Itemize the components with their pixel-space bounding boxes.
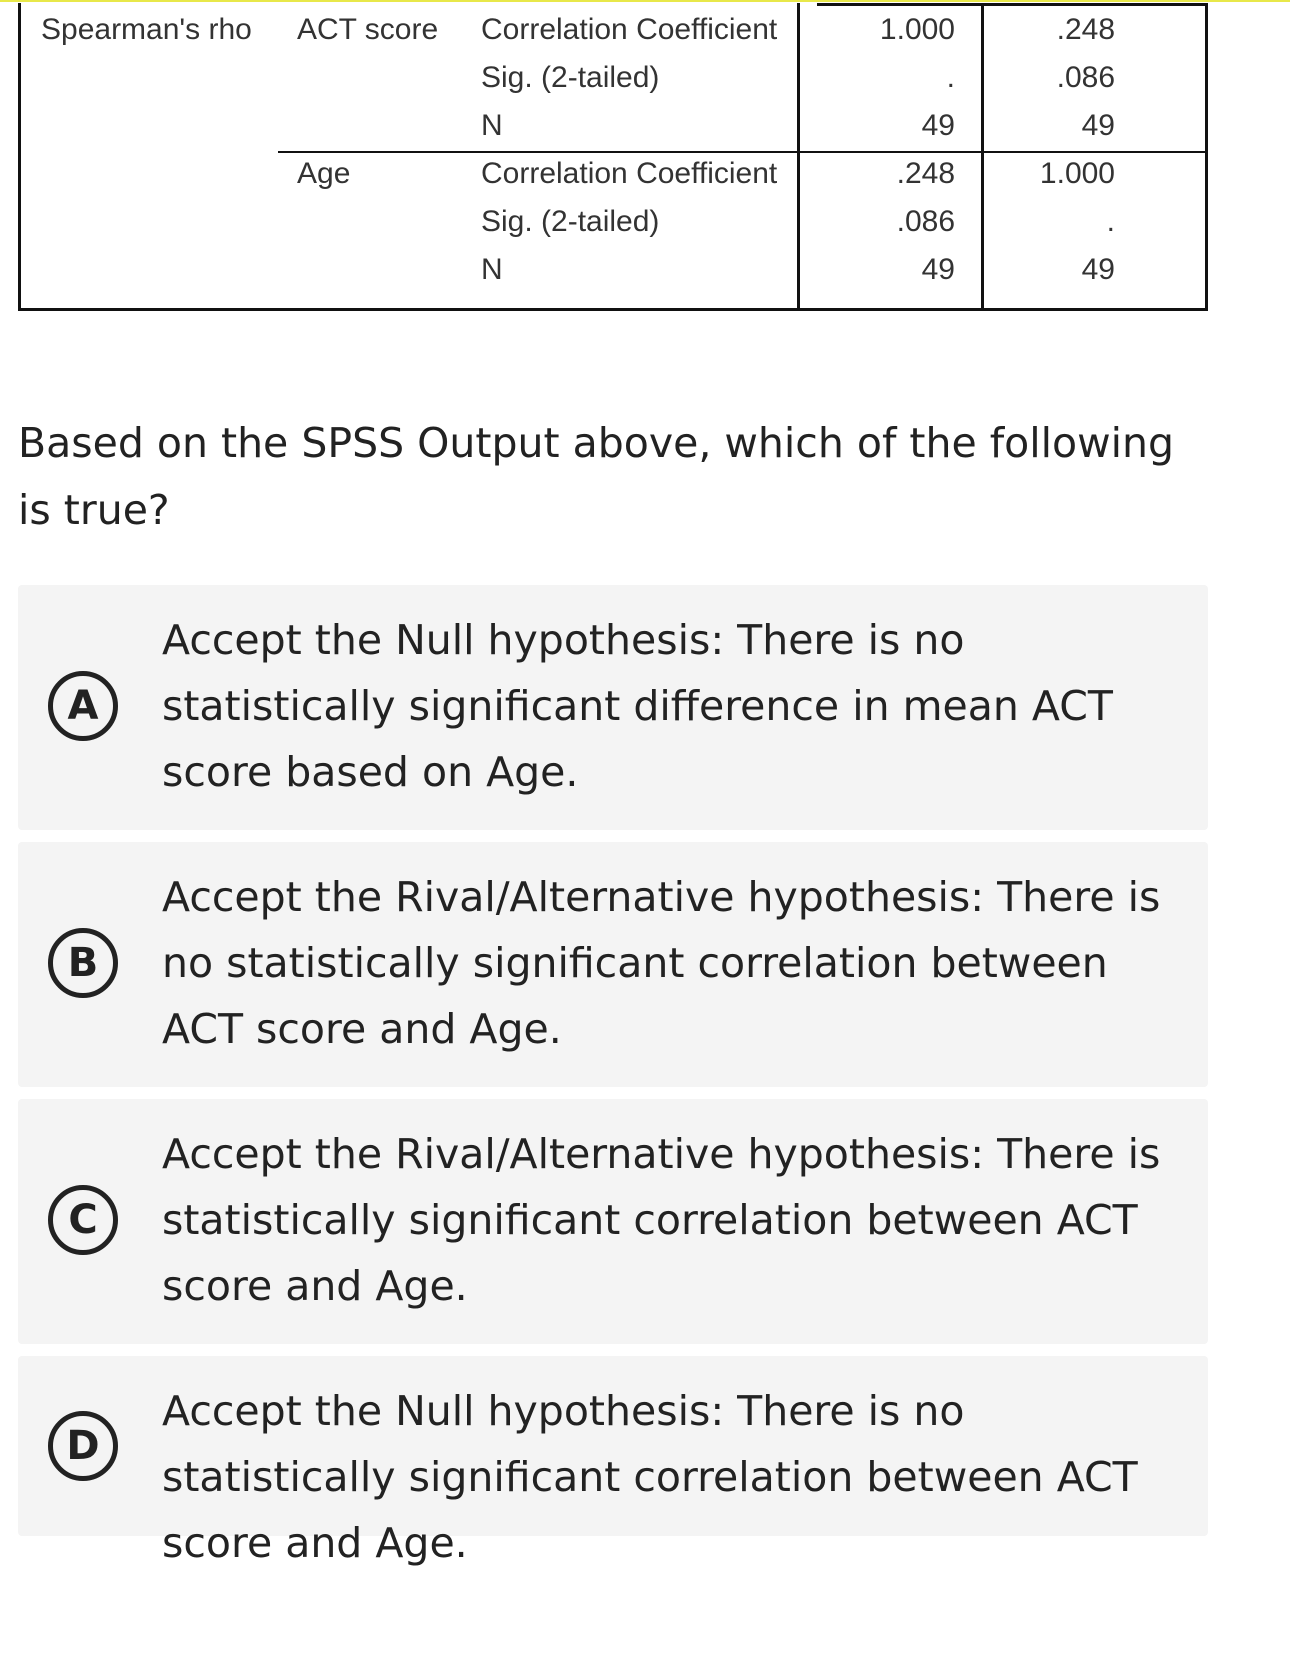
option-letter-badge: B — [48, 928, 118, 998]
top-accent-line — [0, 0, 1290, 2]
value-cell: 49 — [1081, 109, 1115, 142]
option-text: Accept the Null hypothesis: There is no statistically significant difference in mean ACT score based on Age. — [162, 616, 1113, 796]
value-cell: .248 — [1056, 13, 1115, 46]
row-variable-act: ACT score — [297, 13, 439, 46]
table-divider — [797, 3, 800, 308]
option-a[interactable] — [18, 585, 1208, 830]
stat-label: Correlation Coefficient — [481, 157, 778, 190]
option-text: Accept the Rival/Alternative hypothesis: There is statistically significant correlation between ACT score and Age. — [162, 1130, 1161, 1310]
value-cell: . — [1106, 205, 1115, 238]
stat-label: N — [481, 253, 503, 286]
option-text: Accept the Null hypothesis: There is no statistically significant correlation between ACT score and Age. — [162, 1387, 1138, 1567]
value-cell: 1.000 — [1039, 157, 1115, 190]
option-text: Accept the Rival/Alternative hypothesis: There is no statistically significant correlation between ACT score and Age. — [162, 873, 1161, 1053]
value-cell: 49 — [921, 253, 955, 286]
option-letter-badge: C — [48, 1185, 118, 1255]
test-label: Spearman's rho — [41, 13, 252, 46]
option-c[interactable] — [18, 1099, 1208, 1344]
value-cell: 1.000 — [879, 13, 955, 46]
option-d[interactable] — [18, 1356, 1208, 1567]
row-variable-age: Age — [297, 157, 351, 190]
table-top-border — [817, 3, 1205, 6]
option-b[interactable] — [18, 842, 1208, 1087]
option-letter-badge: D — [48, 1411, 118, 1481]
value-cell: .086 — [896, 205, 955, 238]
table-row-separator — [278, 151, 1205, 153]
question-text: Based on the SPSS Output above, which of the following is true? — [18, 419, 1175, 534]
stat-label: Sig. (2-tailed) — [481, 61, 660, 94]
option-letter-badge: A — [48, 671, 118, 741]
stat-label: Correlation Coefficient — [481, 13, 778, 46]
stat-label: N — [481, 109, 503, 142]
value-cell: .248 — [896, 157, 955, 190]
table-divider — [981, 3, 984, 308]
value-cell: .086 — [1056, 61, 1115, 94]
value-cell: . — [946, 61, 955, 94]
value-cell: 49 — [1081, 253, 1115, 286]
value-cell: 49 — [921, 109, 955, 142]
spss-output-table — [18, 3, 1208, 311]
stat-label: Sig. (2-tailed) — [481, 205, 660, 238]
